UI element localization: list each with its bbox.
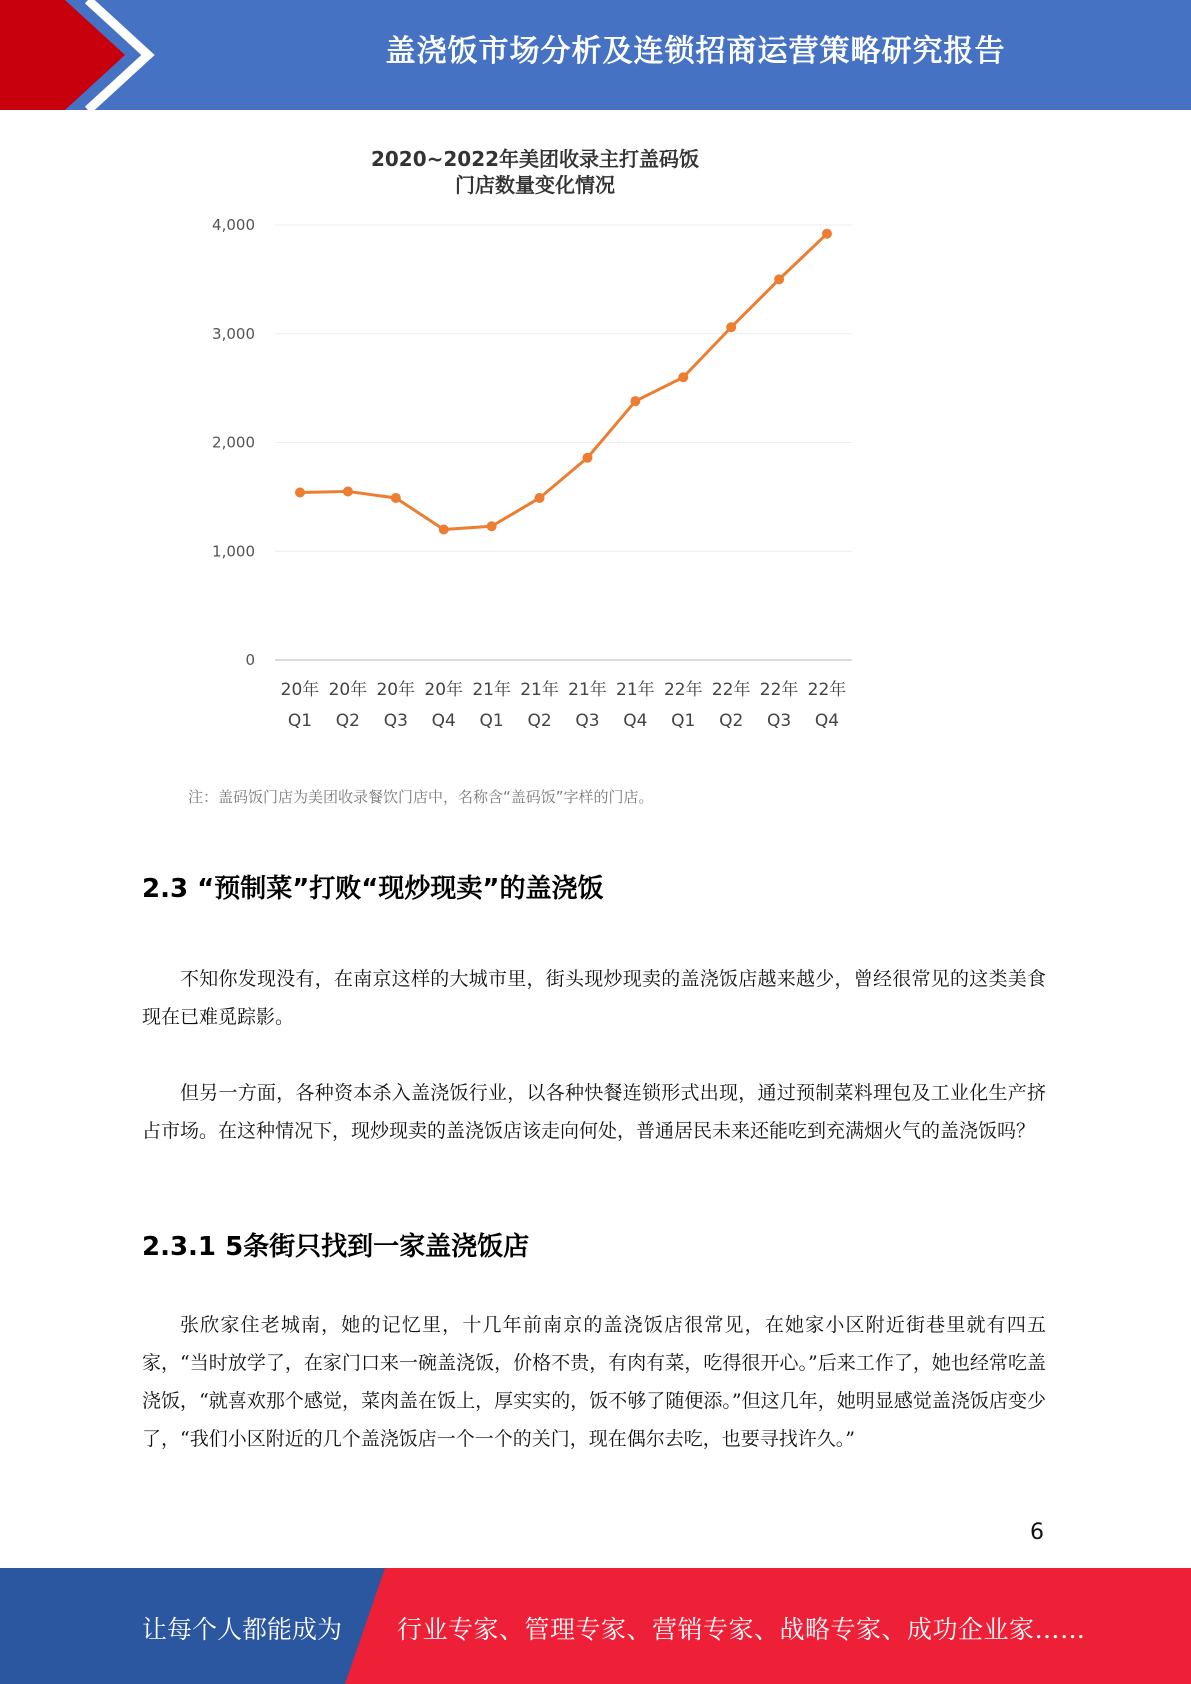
chart-title-line-2: 门店数量变化情况	[455, 173, 615, 197]
chart-note: 注：盖码饭门店为美团收录餐饮门店中，名称含“盖码饭”字样的门店。	[188, 788, 654, 806]
x-tick-label-year: 20年	[376, 680, 416, 700]
x-tick-label-year: 21年	[472, 680, 511, 700]
x-tick-label-year: 20年	[424, 680, 464, 700]
x-tick-label-year: 22年	[711, 680, 751, 700]
data-point	[487, 521, 497, 531]
line-chart-svg	[180, 140, 940, 820]
x-tick-label-quarter: Q1	[479, 711, 504, 731]
report-title: 盖浇饭市场分析及连锁招商运营策略研究报告	[385, 34, 1006, 69]
data-point	[630, 396, 640, 406]
x-tick-label-quarter: Q4	[814, 711, 840, 731]
data-point	[535, 493, 545, 503]
data-point	[774, 274, 784, 284]
header-chevron-decoration	[0, 0, 200, 110]
page-header	[0, 0, 1191, 110]
x-tick-label-year: 20年	[328, 680, 368, 700]
data-point	[295, 488, 305, 498]
section-heading-2-3: 2.3 “预制菜”打败“现炒现卖”的盖浇饭	[142, 874, 604, 904]
y-tick-label: 1,000	[212, 542, 255, 561]
chart-x-tick-labels	[281, 679, 847, 731]
data-point	[678, 372, 688, 382]
page-number: 6	[1030, 1520, 1044, 1545]
x-tick-label-quarter: Q1	[287, 711, 313, 731]
x-tick-label-year: 21年	[616, 680, 655, 700]
x-tick-label-quarter: Q4	[431, 711, 456, 731]
data-point	[582, 453, 592, 463]
x-tick-label-quarter: Q3	[575, 711, 600, 731]
paragraph-3: 张欣家住老城南，她的记忆里，十几年前南京的盖浇饭店很常见，在她家小区附近街巷里就有四五家，“当时放学了，在家门口来一碗盖浇饭，价格不贵，有肉有菜，吃得很开心。”后来工作了，她也经常吃盖浇饭，“就喜欢那个感觉，菜肉盖在饭上，厚实实的，饭不够了随便添。”但这几年，她明显感觉盖浇饭店变少了，“我们小区附近的几个盖浇饭店一个一个的关门，现在偶尔去吃，也要寻找许久。”	[142, 1314, 1046, 1450]
chart-title-line-1: 2020~2022年美团收录主打盖码饭	[370, 147, 700, 171]
data-point	[343, 486, 353, 496]
y-tick-label: 3,000	[212, 324, 255, 343]
footer-slogan-right: 行业专家、管理专家、营销专家、战略专家、成功企业家……	[397, 1615, 1086, 1644]
x-tick-label-year: 22年	[807, 680, 847, 700]
chart-series	[295, 229, 832, 535]
x-tick-label-quarter: Q2	[527, 711, 552, 731]
paragraph-2: 但另一方面，各种资本杀入盖浇饭行业，以各种快餐连锁形式出现，通过预制菜料理包及工业化生产挤占市场。在这种情况下，现炒现卖的盖浇饭店该走向何处，普通居民未来还能吃到充满烟火气的盖浇饭吗？	[142, 1082, 1046, 1142]
x-tick-label-quarter: Q3	[766, 711, 792, 731]
x-tick-label-year: 22年	[663, 680, 703, 700]
x-tick-label-year: 20年	[280, 680, 320, 700]
page-footer	[0, 1568, 1191, 1684]
x-tick-label-quarter: Q1	[671, 711, 696, 731]
data-point	[726, 322, 736, 332]
store-count-chart	[180, 140, 940, 820]
x-tick-label-quarter: Q2	[335, 711, 361, 731]
x-tick-label-year: 21年	[568, 680, 607, 700]
chart-y-tick-labels	[212, 216, 255, 669]
chart-gridlines	[275, 225, 852, 660]
data-point	[822, 229, 832, 239]
y-tick-label: 2,000	[212, 433, 255, 452]
section-heading-2-3-1: 2.3.1 5条街只找到一家盖浇饭店	[142, 1232, 530, 1262]
series-line	[300, 234, 827, 530]
y-tick-label: 0	[245, 651, 255, 669]
y-tick-label: 4,000	[212, 216, 255, 234]
x-tick-label-year: 21年	[520, 680, 559, 700]
data-point	[391, 493, 401, 503]
data-point	[439, 525, 449, 535]
x-tick-label-quarter: Q3	[383, 711, 408, 731]
x-tick-label-year: 22年	[759, 680, 799, 700]
footer-slogan-left: 让每个人都能成为	[142, 1615, 343, 1644]
paragraph-1: 不知你发现没有，在南京这样的大城市里，街头现炒现卖的盖浇饭店越来越少，曾经很常见的这类美食现在已难觅踪影。	[142, 968, 1046, 1028]
x-tick-label-quarter: Q4	[623, 711, 648, 731]
x-tick-label-quarter: Q2	[719, 711, 744, 731]
